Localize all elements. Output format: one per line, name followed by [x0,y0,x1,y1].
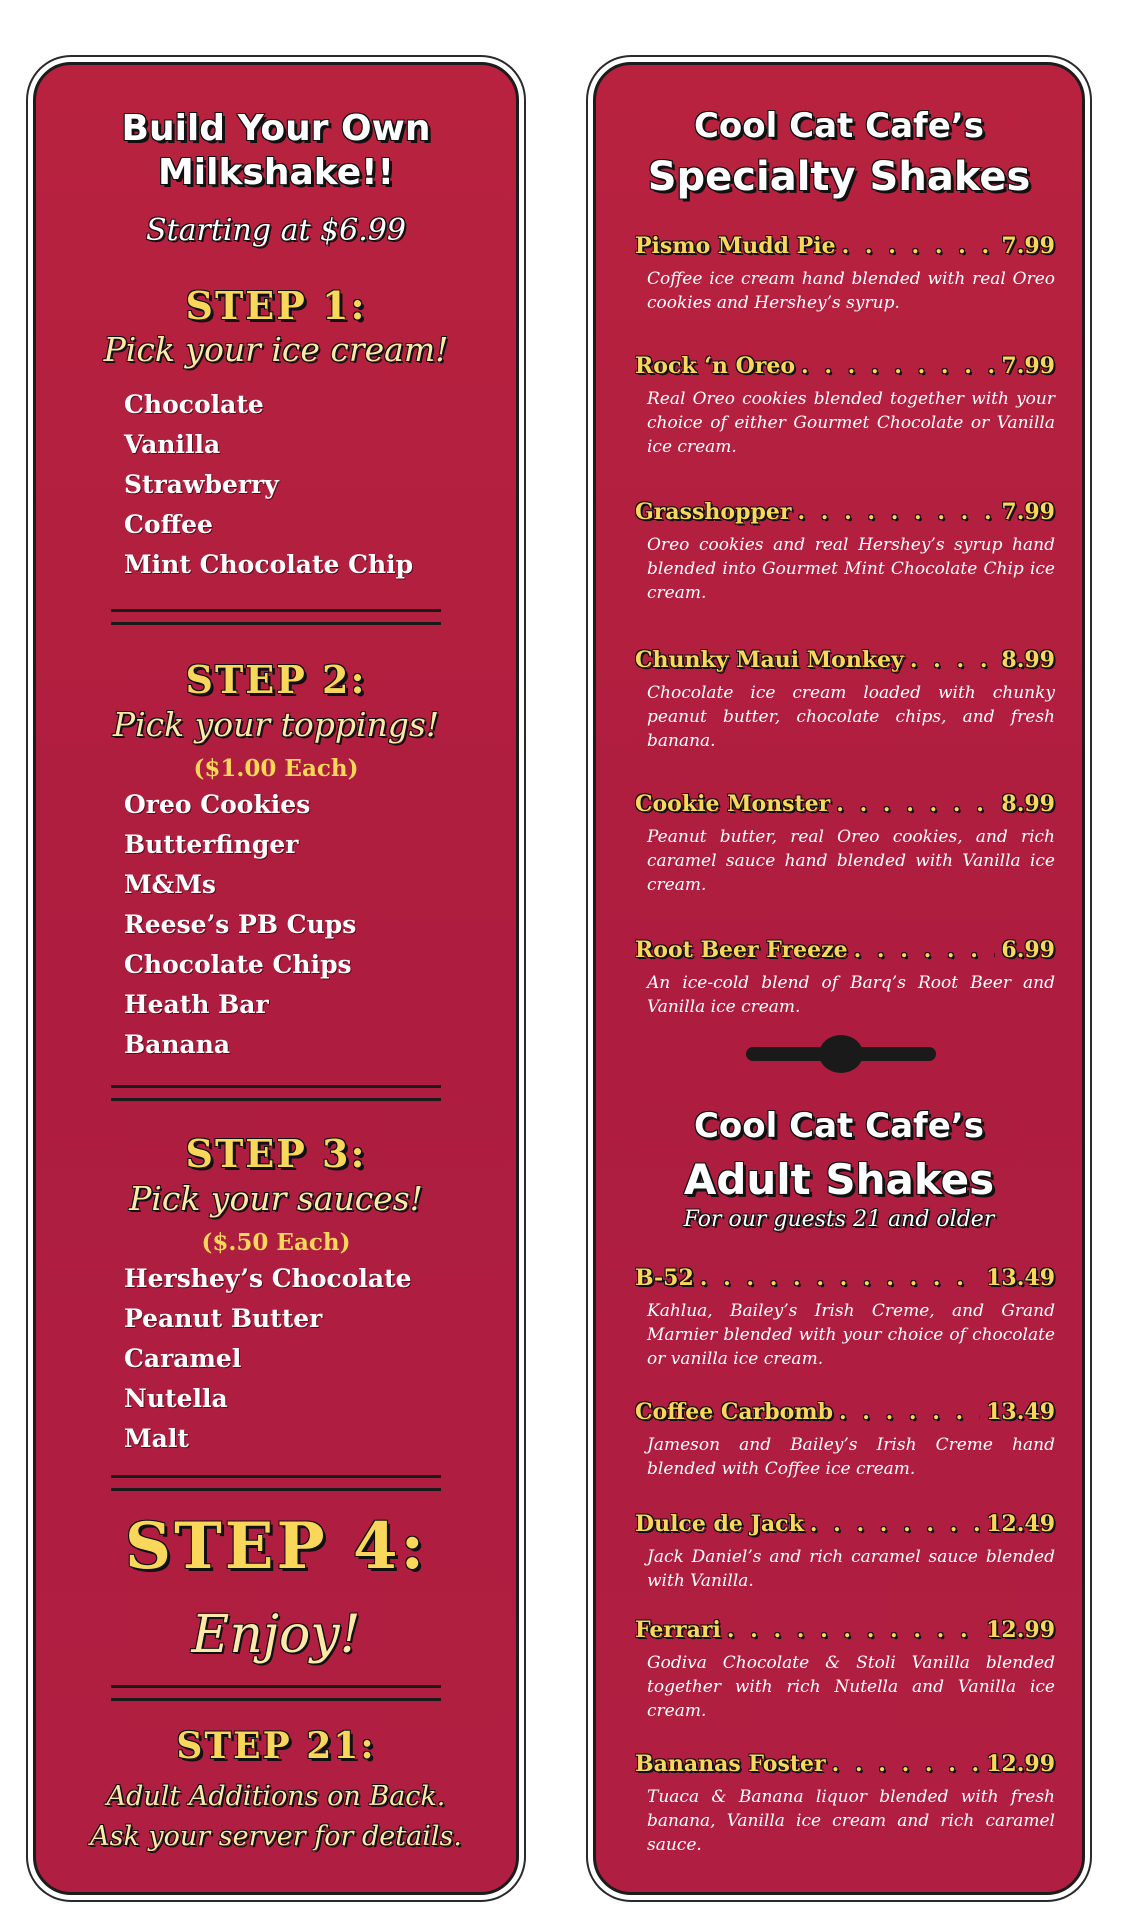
shake-name: Rock ‘n Oreo [635,353,795,379]
shake-price: 8.99 [1001,647,1055,673]
shake-description: Coffee ice cream hand blended with real Oreo cookies and Hershey’s syrup. [647,269,1055,313]
divider [111,1685,441,1701]
step4-heading: STEP 4: [124,1509,428,1584]
step3-heading: STEP 3: [185,1131,367,1176]
shake-price: 8.99 [1001,791,1055,817]
divider [111,1475,441,1491]
shake-item [635,791,1055,897]
step1-subtitle: Pick your ice cream! [103,330,449,369]
topping-item: Chocolate Chips [124,950,352,979]
shake-item [635,1265,1055,1371]
build-your-own-title [36,107,516,195]
divider [111,609,441,625]
leader-dots [797,499,995,525]
shake-description: Peanut butter, real Oreo cookies, and rich caramel sauce hand blended with Vanilla ice cream. [647,827,1055,895]
build-your-own-panel [33,62,519,1895]
shake-description: Chocolate ice cream loaded with chunky peanut butter, chocolate chips, and fresh banana. [647,683,1055,751]
shake-item [635,233,1055,315]
ice-cream-item: Vanilla [124,430,221,459]
ice-cream-item: Strawberry [124,470,279,499]
leader-dots [836,791,995,817]
title-line-1: Build Your Own [121,108,431,149]
leader-dots [839,1399,980,1425]
shake-name: Bananas Foster [635,1751,826,1777]
shake-item [635,1751,1055,1857]
shake-price: 12.99 [986,1617,1055,1643]
shake-item [635,499,1055,605]
topping-item: Butterfinger [124,830,299,859]
step3-subtitle: Pick your sauces! [129,1179,423,1218]
shake-price: 12.99 [986,1751,1055,1777]
step21-line1: Adult Additions on Back. [106,1781,446,1812]
step21-heading: STEP 21: [176,1725,376,1767]
step2-subtitle: Pick your toppings! [112,705,440,744]
shake-description: Oreo cookies and real Hershey’s syrup hand blended into Gourmet Mint Chocolate Chip ice cream. [647,535,1055,603]
shake-name: Ferrari [635,1617,721,1643]
shake-description: Tuaca & Banana liquor blended with fresh banana, Vanilla ice cream and rich caramel sauce. [647,1787,1055,1855]
shake-item [635,1617,1055,1723]
toppings-list [36,785,516,1065]
shake-name: Grasshopper [635,499,792,525]
adult-title-line-2: Adult Shakes [683,1155,995,1204]
shake-item [635,353,1055,459]
step2-heading: STEP 2: [185,657,367,702]
ornament-center [819,1035,863,1073]
shake-name: B-52 [635,1265,694,1291]
topping-item: Reese’s PB Cups [124,910,357,939]
shakes-menu-panel [593,62,1085,1895]
shake-price: 13.49 [986,1265,1055,1291]
leader-dots [801,353,995,379]
shake-price: 12.49 [986,1511,1055,1537]
leader-dots [854,937,996,963]
shake-description: Real Oreo cookies blended together with your choice of either Gourmet Chocolate or Vanilla ice cream. [647,389,1055,457]
step2-price: ($1.00 Each) [193,755,359,782]
step4-subtitle: Enjoy! [191,1605,361,1665]
shake-name: Chunky Maui Monkey [635,647,904,673]
step3-price: ($.50 Each) [201,1229,351,1256]
shake-description: Kahlua, Bailey’s Irish Creme, and Grand Marnier blended with your choice of chocolate or vanilla ice cream. [647,1301,1055,1369]
ice-cream-item: Chocolate [124,390,264,419]
sauce-item: Hershey’s Chocolate [124,1264,412,1293]
topping-item: M&Ms [124,870,216,899]
shake-item [635,1511,1055,1593]
shake-name: Pismo Mudd Pie [635,233,836,259]
sauce-item: Caramel [124,1344,242,1373]
sauce-item: Peanut Butter [124,1304,323,1333]
leader-dots [842,233,996,259]
divider [111,1085,441,1101]
step1-heading: STEP 1: [185,283,367,328]
shake-name: Root Beer Freeze [635,937,848,963]
shake-description: An ice-cold blend of Barq’s Root Beer and Vanilla ice cream. [647,973,1055,1017]
starting-price: Starting at $6.99 [146,213,406,248]
shake-price: 13.49 [986,1399,1055,1425]
topping-item: Heath Bar [124,990,269,1019]
specialty-title-line-1: Cool Cat Cafe’s [693,106,985,146]
adult-subtitle: For our guests 21 and older [683,1207,995,1232]
leader-dots [910,647,996,673]
shake-item [635,647,1055,753]
specialty-title-line-2: Specialty Shakes [647,154,1031,200]
shake-description: Jameson and Bailey’s Irish Creme hand blended with Coffee ice cream. [647,1435,1055,1479]
shake-price: 7.99 [1001,233,1055,259]
shake-name: Coffee Carbomb [635,1399,833,1425]
leader-dots [700,1265,980,1291]
step21-line2: Ask your server for details. [90,1821,462,1852]
leader-dots [810,1511,980,1537]
shake-description: Godiva Chocolate & Stoli Vanilla blended together with rich Nutella and Vanilla ice cream. [647,1653,1055,1721]
ice-cream-list [36,385,516,585]
ice-cream-item: Mint Chocolate Chip [124,550,414,579]
sauce-item: Malt [124,1424,189,1453]
shake-description: Jack Daniel’s and rich caramel sauce blended with Vanilla. [647,1547,1055,1591]
topping-item: Oreo Cookies [124,790,311,819]
title-line-2: Milkshake!! [157,152,395,193]
topping-item: Banana [124,1030,231,1059]
shake-name: Dulce de Jack [635,1511,804,1537]
shake-price: 7.99 [1001,353,1055,379]
sauce-item: Nutella [124,1384,228,1413]
shake-price: 7.99 [1001,499,1055,525]
leader-dots [727,1617,980,1643]
shake-item [635,937,1055,1019]
adult-title-line-1: Cool Cat Cafe’s [693,1106,985,1146]
leader-dots [832,1751,980,1777]
shake-price: 6.99 [1001,937,1055,963]
shake-name: Cookie Monster [635,791,831,817]
ice-cream-item: Coffee [124,510,213,539]
sauces-list [36,1259,516,1459]
shake-item [635,1399,1055,1481]
